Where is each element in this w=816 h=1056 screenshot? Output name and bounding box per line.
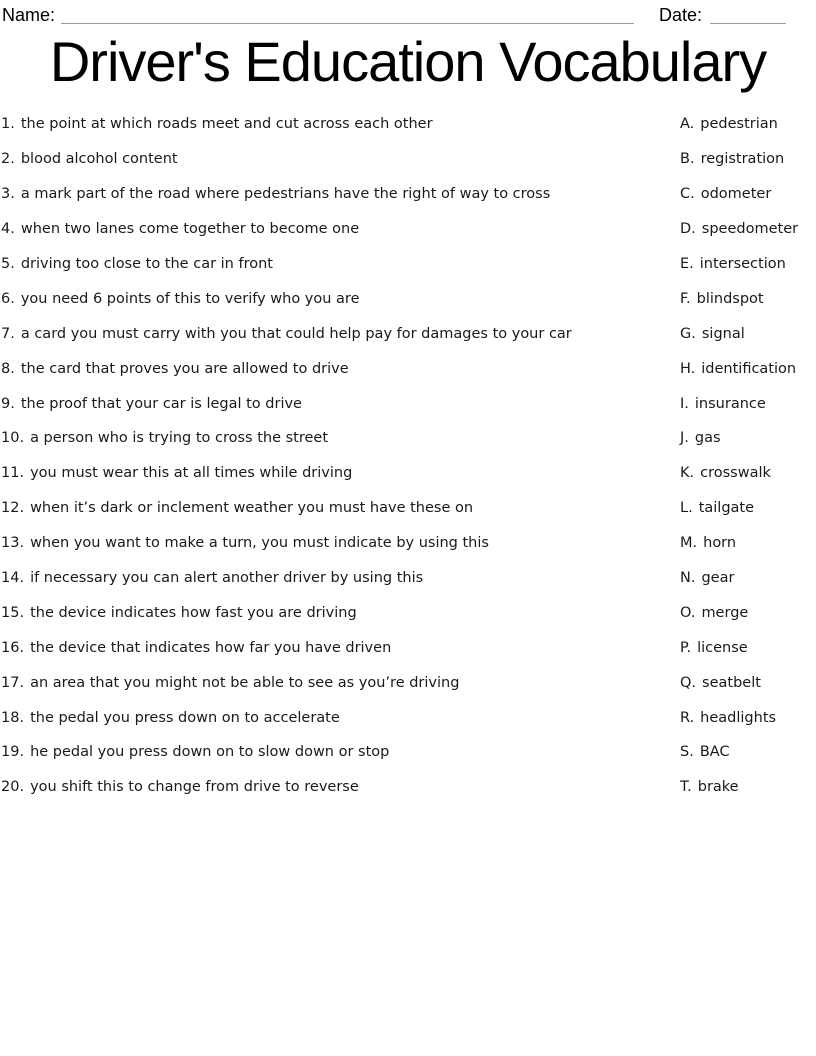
question-number: 5. (1, 256, 15, 272)
question-row (1, 665, 680, 700)
answer-row (680, 316, 816, 351)
question-text: a mark part of the road where pedestrians have the right of way to cross (20, 186, 551, 203)
question-text: the point at which roads meet and cut across each other (20, 116, 433, 133)
question-row (1, 770, 680, 805)
answer-word: insurance (694, 395, 766, 412)
answer-letter: G. (680, 325, 696, 342)
question-text: a card you must carry with you that could help pay for damages to your car (20, 325, 572, 342)
answer-letter: K. (680, 465, 695, 482)
answer-word: registration (700, 151, 785, 168)
header (0, 0, 816, 26)
answer-row (680, 107, 816, 142)
answer-row (680, 456, 816, 491)
question-number: 4. (1, 221, 15, 238)
answer-word: brake (697, 779, 739, 796)
question-number: 3. (1, 186, 15, 203)
page-title: Driver's Education Vocabulary (49, 30, 767, 93)
answer-word: headlights (700, 709, 777, 726)
question-text: you must wear this at all times while driving (30, 465, 353, 482)
question-text: when it’s dark or inclement weather you must have these on (30, 500, 474, 517)
question-number: 18. (1, 709, 25, 726)
question-row (1, 700, 680, 735)
answer-row (680, 561, 816, 596)
answer-row (680, 142, 816, 177)
answer-row (680, 491, 816, 526)
answer-row (680, 630, 816, 665)
question-row (1, 212, 680, 247)
question-text: when two lanes come together to become one (20, 221, 360, 238)
answer-row (680, 700, 816, 735)
question-number: 17. (1, 674, 25, 691)
answer-word: merge (701, 604, 749, 621)
answer-letter: P. (680, 639, 692, 656)
answer-letter: T. (680, 779, 692, 796)
question-row (1, 351, 680, 386)
answer-letter: M. (680, 535, 698, 552)
question-text: when you want to make a turn, you must indicate by using this (30, 535, 489, 552)
answer-row (680, 595, 816, 630)
question-number: 14. (1, 570, 25, 587)
answer-row (680, 247, 816, 282)
answer-row (680, 386, 816, 421)
answer-word: seatbelt (702, 674, 761, 691)
answer-row (680, 177, 816, 212)
question-row (1, 142, 680, 177)
answer-letter: E. (680, 256, 694, 272)
question-text: an area that you might not be able to see as you’re driving (30, 674, 460, 691)
answer-word: license (697, 639, 748, 656)
question-number: 2. (1, 151, 15, 168)
question-number: 19. (1, 744, 25, 761)
answer-row (680, 351, 816, 386)
question-text: the device that indicates how far you have driven (30, 639, 392, 656)
question-number: 15. (1, 604, 25, 621)
answer-row (680, 526, 816, 561)
question-number: 20. (1, 779, 25, 796)
answer-word: intersection (699, 256, 786, 272)
answer-letter: D. (680, 221, 696, 238)
question-number: 9. (1, 395, 15, 412)
answer-word: blindspot (696, 290, 764, 307)
question-row (1, 456, 680, 491)
date-label: Date: (658, 5, 702, 25)
question-row (1, 421, 680, 456)
answer-letter: C. (680, 186, 695, 203)
answer-letter: Q. (680, 674, 697, 691)
question-text: the proof that your car is legal to drive (20, 395, 302, 412)
question-number: 10. (1, 430, 25, 447)
name-blank-line (61, 6, 634, 24)
question-number: 12. (1, 500, 25, 517)
answer-letter: R. (680, 709, 695, 726)
answer-row (680, 770, 816, 805)
question-number: 8. (1, 360, 15, 377)
answer-row (680, 421, 816, 456)
answer-word: speedometer (701, 221, 799, 238)
answer-row (680, 212, 816, 247)
question-row (1, 526, 680, 561)
question-text: he pedal you press down on to slow down or stop (30, 744, 390, 761)
date-blank-line (710, 6, 786, 24)
answer-word: horn (703, 535, 737, 552)
question-text: the card that proves you are allowed to drive (20, 360, 349, 377)
answer-letter: F. (680, 290, 691, 307)
question-number: 11. (1, 465, 25, 482)
answer-word: crosswalk (700, 465, 771, 482)
question-row (1, 491, 680, 526)
answer-letter: N. (680, 570, 696, 587)
name-label: Name: (2, 5, 56, 25)
answer-letter: B. (680, 151, 695, 168)
question-row (1, 247, 680, 282)
question-number: 1. (1, 116, 15, 133)
question-text: the device indicates how fast you are driving (30, 604, 357, 621)
question-text: if necessary you can alert another driver by using this (30, 570, 424, 587)
question-text: blood alcohol content (20, 151, 178, 168)
question-text: the pedal you press down on to accelerate (30, 709, 340, 726)
answers-column (680, 107, 816, 805)
answer-word: odometer (700, 186, 772, 203)
answer-word: gear (701, 570, 735, 587)
question-text: you shift this to change from drive to reverse (30, 779, 359, 796)
question-row (1, 595, 680, 630)
question-row (1, 316, 680, 351)
question-row (1, 630, 680, 665)
answer-letter: S. (680, 744, 694, 761)
answer-letter: H. (680, 360, 696, 377)
question-row (1, 735, 680, 770)
answer-word: signal (701, 325, 745, 342)
answer-word: tailgate (698, 500, 755, 517)
answer-word: pedestrian (700, 116, 778, 133)
answer-letter: J. (680, 430, 689, 447)
matching-exercise (0, 107, 816, 805)
question-text: driving too close to the car in front (20, 256, 273, 272)
question-number: 13. (1, 535, 25, 552)
question-text: a person who is trying to cross the street (30, 430, 329, 447)
answer-letter: I. (680, 395, 689, 412)
question-number: 7. (1, 325, 15, 342)
answer-row (680, 735, 816, 770)
answer-row (680, 665, 816, 700)
answer-word: BAC (699, 744, 730, 761)
question-number: 6. (1, 290, 15, 307)
answer-row (680, 281, 816, 316)
question-row (1, 281, 680, 316)
answer-letter: A. (680, 116, 695, 133)
question-text: you need 6 points of this to verify who you are (20, 290, 360, 307)
question-number: 16. (1, 639, 25, 656)
answer-letter: L. (680, 500, 693, 517)
question-row (1, 386, 680, 421)
question-row (1, 177, 680, 212)
question-row (1, 561, 680, 596)
question-row (1, 107, 680, 142)
answer-letter: O. (680, 604, 696, 621)
questions-column (0, 107, 680, 805)
answer-word: identification (701, 360, 797, 377)
answer-word: gas (694, 430, 721, 447)
